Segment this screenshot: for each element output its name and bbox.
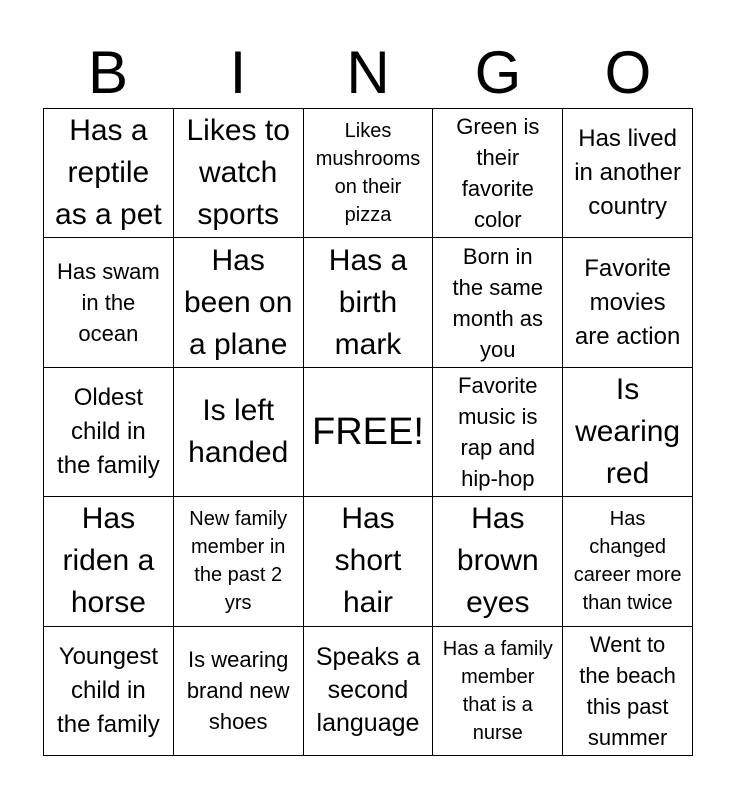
- cell-text: Has lived in another country: [574, 125, 681, 221]
- bingo-cell[interactable]: [304, 109, 434, 238]
- bingo-cell[interactable]: [433, 497, 563, 626]
- bingo-cell[interactable]: [563, 109, 693, 238]
- header-letter-b: B: [87, 39, 129, 106]
- bingo-cell[interactable]: [563, 368, 693, 497]
- cell-text: Is left handed: [188, 393, 289, 469]
- cell-text: Born in the same month as you: [452, 243, 544, 362]
- bingo-cell[interactable]: [174, 109, 304, 238]
- cell-text: Favorite music is rap and hip-hop: [458, 372, 538, 491]
- cell-text: Went to the beach this past summer: [579, 631, 676, 750]
- cell-text: Has short hair: [334, 502, 402, 620]
- bingo-cell[interactable]: [174, 497, 304, 626]
- bingo-cell[interactable]: [304, 238, 434, 367]
- cell-text: Likes mushrooms on their pizza: [315, 120, 421, 227]
- cell-text: Is wearing brand new shoes: [186, 647, 290, 735]
- bingo-cell[interactable]: [304, 627, 434, 756]
- bingo-cell[interactable]: [44, 109, 174, 238]
- bingo-cell[interactable]: [433, 368, 563, 497]
- header-letter-g: G: [474, 39, 522, 106]
- bingo-cell[interactable]: [44, 627, 174, 756]
- bingo-cell[interactable]: [174, 627, 304, 756]
- cell-text: Speaks a second language: [315, 643, 421, 738]
- header-letter-n: N: [346, 39, 390, 106]
- cell-text: Has been on a plane: [183, 243, 293, 361]
- header-letter-i: I: [229, 39, 247, 106]
- bingo-cell[interactable]: [174, 368, 304, 497]
- bingo-cell[interactable]: [44, 497, 174, 626]
- bingo-cell[interactable]: [174, 238, 304, 367]
- bingo-header: [43, 40, 693, 106]
- cell-text: Favorite movies are action: [574, 254, 681, 350]
- cell-text: Has brown eyes: [456, 502, 539, 620]
- cell-text: Green is their favorite color: [456, 114, 540, 233]
- cell-text: New family member in the past 2 yrs: [189, 508, 288, 615]
- bingo-cell[interactable]: [304, 497, 434, 626]
- bingo-cell[interactable]: [563, 627, 693, 756]
- cell-text: Likes to watch sports: [186, 114, 290, 232]
- bingo-cell[interactable]: [563, 238, 693, 367]
- cell-text: Has a reptile as a pet: [55, 114, 162, 232]
- bingo-cell[interactable]: [433, 627, 563, 756]
- bingo-cell[interactable]: [44, 238, 174, 367]
- free-text: FREE!: [312, 410, 424, 453]
- cell-text: Has a birth mark: [328, 243, 408, 361]
- cell-text: Has a family member that is a nurse: [442, 637, 553, 744]
- bingo-cell[interactable]: [433, 238, 563, 367]
- bingo-cell[interactable]: [563, 497, 693, 626]
- cell-text: Is wearing red: [575, 372, 681, 490]
- cell-text: Youngest child in the family: [57, 642, 160, 738]
- bingo-cell[interactable]: [433, 109, 563, 238]
- bingo-board: [43, 108, 693, 756]
- cell-text: Oldest child in the family: [57, 383, 160, 479]
- cell-text: Has riden a horse: [62, 502, 155, 620]
- bingo-free-cell[interactable]: [304, 368, 434, 497]
- cell-text: Has changed career more than twice: [573, 508, 682, 615]
- bingo-cell[interactable]: [44, 368, 174, 497]
- header-letter-o: O: [604, 39, 652, 106]
- cell-text: Has swam in the ocean: [57, 259, 160, 347]
